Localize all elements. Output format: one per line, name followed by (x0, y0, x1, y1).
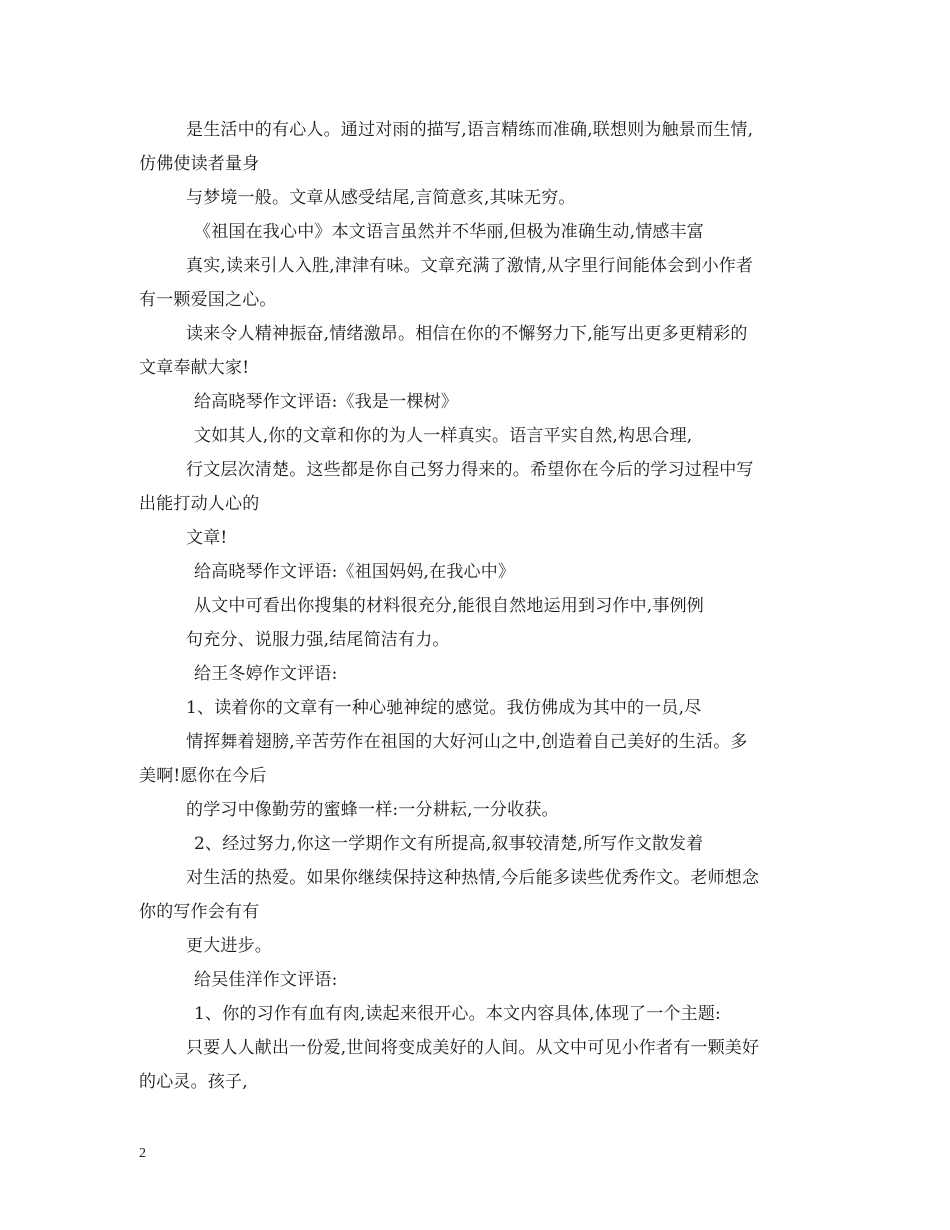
text-line: 文章! (186, 528, 228, 548)
text-line: 的学习中像勤劳的蜜蜂一样:一分耕耘,一分收获。 (186, 800, 559, 820)
text-line: 句充分、说服力强,结尾简洁有力。 (186, 630, 450, 650)
text-line: 给吴佳洋作文评语: (194, 970, 338, 990)
text-line: 给王冬婷作文评语: (194, 664, 338, 684)
text-line: 文章奉献大家! (139, 358, 250, 378)
text-line: 对生活的热爱。如果你继续保持这种热情,今后能多读些优秀作文。老师想念 (186, 868, 760, 888)
text-line: 你的写作会有有 (139, 902, 260, 922)
text-line: 给高晓琴作文评语:《我是一棵树》 (194, 392, 458, 412)
text-line: 的心灵。孩子, (139, 1072, 248, 1092)
text-line: 1、读着你的文章有一种心驰神绽的感觉。我仿佛成为其中的一员,尽 (186, 698, 702, 718)
text-line: 行文层次清楚。这些都是你自己努力得来的。希望你在今后的学习过程中写 (186, 460, 754, 480)
text-line: 更大进步。 (186, 936, 272, 956)
text-line: 与梦境一般。文章从感受结尾,言简意亥,其味无穷。 (186, 188, 576, 208)
text-line: 是生活中的有心人。通过对雨的描写,语言精练而准确,联想则为触景而生情, (186, 120, 754, 140)
text-line: 只要人人献出一份爱,世间将变成美好的人间。从文中可见小作者有一颗美好 (186, 1038, 760, 1058)
text-line: 出能打动人心的 (139, 494, 260, 514)
text-line: 情挥舞着翅膀,辛苦劳作在祖国的大好河山之中,创造着自己美好的生活。多 (186, 732, 748, 752)
text-line: 《祖国在我心中》本文语言虽然并不华丽,但极为准确生动,情感丰富 (194, 222, 705, 242)
text-line: 2、经过努力,你这一学期作文有所提高,叙事较清楚,所写作文散发着 (194, 834, 704, 854)
text-line: 读来令人精神振奋,情绪激昂。相信在你的不懈努力下,能写出更多更精彩的 (186, 324, 748, 344)
text-line: 文如其人,你的文章和你的为人一样真实。语言平实自然,构思合理, (194, 426, 693, 446)
text-line: 给高晓琴作文评语:《祖国妈妈,在我心中》 (194, 562, 516, 582)
text-line: 1、你的习作有血有肉,读起来很开心。本文内容具体,体现了一个主题: (194, 1004, 721, 1024)
text-line: 真实,读来引人入胜,津津有味。文章充满了激情,从字里行间能体会到小作者 (186, 256, 754, 276)
text-line: 美啊!愿你在今后 (139, 766, 267, 786)
text-line: 仿佛使读者量身 (139, 154, 260, 174)
page-number: 2 (139, 1146, 146, 1161)
text-line: 从文中可看出你搜集的材料很充分,能很自然地运用到习作中,事例例 (194, 596, 705, 616)
text-line: 有一颗爱国之心。 (139, 290, 277, 310)
